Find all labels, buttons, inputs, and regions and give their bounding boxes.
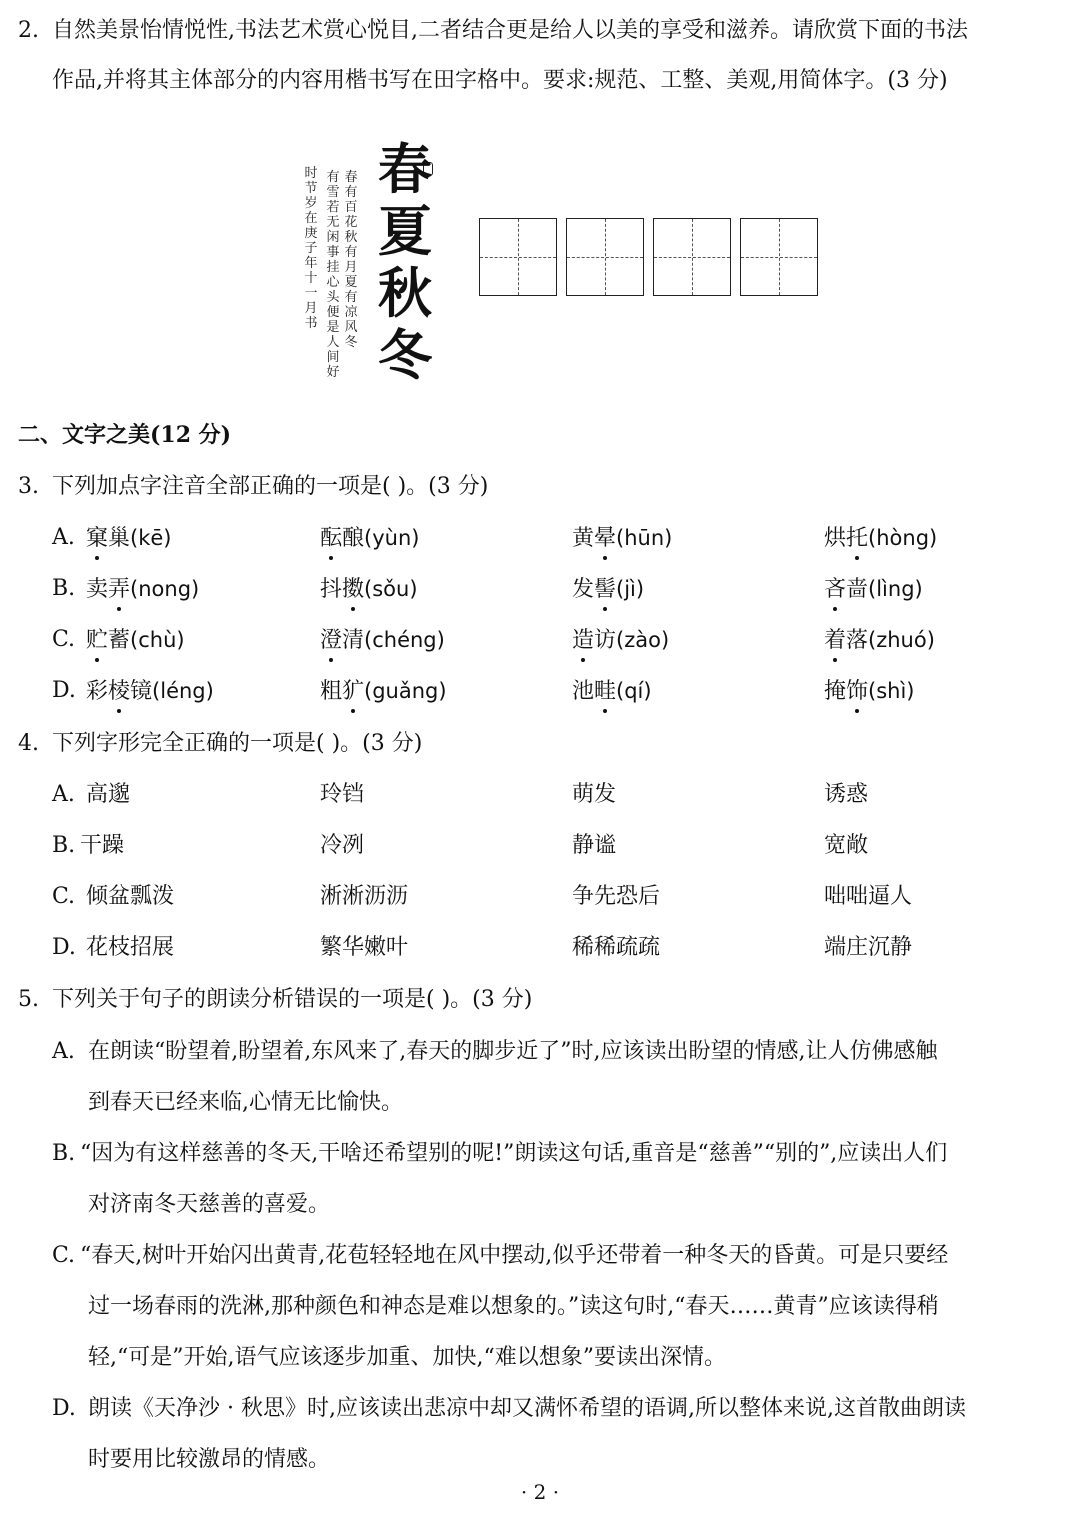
option-label: A. [52,1039,75,1064]
calligraphy-inscription-left: 时节 岁在庚子年十一月 书 [304,166,318,331]
word-item: 宽敞 [824,833,869,858]
pinyin-item: 抖擞(sǒu) [320,574,418,605]
option-label: C. [52,884,76,909]
pinyin-item: 酝酿(yùn) [320,523,419,554]
pinyin-item: 发髻(jì) [572,574,644,605]
calligraphy-char-4: 冬 [378,323,432,387]
pinyin-item: 吝啬(lìng) [824,574,923,605]
option-label: D. [52,935,76,960]
calligraphy-inscription-middle: 有雪若无闲事挂心头便是人间好 [326,170,340,380]
option-label: B. [52,576,76,601]
word-item: 萌发 [572,782,617,807]
pinyin-item: 卖弄(nong) [86,574,199,605]
calligraphy-main-text [370,138,440,386]
section-title: 二、文字之美(12 分) [18,422,232,448]
q3-number: 3. [18,474,39,499]
option-text-line-1: “因为有这样慈善的冬天,干啥还希望别的呢!”朗读这句话,重音是“慈善”“别的”,应读出人们 [80,1141,948,1166]
word-item: 静谧 [572,833,617,858]
option-text-line-2: 对济南冬天慈善的喜爱。 [88,1192,331,1217]
word-item: 咄咄逼人 [824,884,913,909]
option-text-line-1: 朗读《天净沙 · 秋思》时,应该读出悲凉中却又满怀希望的语调,所以整体来说,这首散曲朗读 [88,1396,966,1421]
pinyin-item: 澄清(chéng) [320,625,445,656]
q4-stem: 下列字形完全正确的一项是( )。(3 分) [52,731,423,756]
pinyin-item: 贮蓄(chù) [86,625,185,656]
option-text-line-2: 到春天已经来临,心情无比愉快。 [88,1090,403,1115]
option-text-line-1: 在朗读“盼望着,盼望着,东风来了,春天的脚步近了”时,应该读出盼望的情感,让人仿佛感触 [88,1039,938,1064]
option-label: A. [52,525,75,550]
option-label: B. [52,1141,76,1166]
word-item: 高邈 [86,782,131,807]
option-text-line-2: 时要用比较激昂的情感。 [88,1447,331,1472]
option-text-line-3: 轻,“可是”开始,语气应该逐步加重、加快,“难以想象”要读出深情。 [88,1345,726,1370]
option-text-line-1: “春天,树叶开始闪出黄青,花苞轻轻地在风中摆动,似乎还带着一种冬天的昏黄。可是只要经 [80,1243,949,1268]
calligraphy-inscription-right: 春有百花秋有月夏有凉风冬 [344,170,358,350]
option-label: D. [52,1396,76,1421]
option-label: A. [52,782,75,807]
pinyin-item: 烘托(hòng) [824,523,937,554]
word-item: 玲铛 [320,782,365,807]
word-item: 端庄沉静 [824,935,913,960]
pinyin-item: 池畦(qí) [572,676,652,707]
q5-number: 5. [18,987,39,1012]
option-label: D. [52,678,76,703]
calligraphy-char-3: 秋 [378,261,432,325]
option-text-line-2: 过一场春雨的洗淋,那种颜色和神态是难以想象的。”读这句时,“春天……黄青”应该读得稍 [88,1294,939,1319]
tianzige-cell-2[interactable] [566,218,644,296]
pinyin-item: 粗犷(guǎng) [320,676,447,707]
pinyin-item: 窠巢(kē) [86,523,172,554]
pinyin-item: 着落(zhuó) [824,625,935,656]
word-item: 繁华嫩叶 [320,935,409,960]
calligraphy-char-2: 夏 [378,199,432,263]
pinyin-item: 彩棱镜(léng) [86,676,214,707]
word-item: 冷冽 [320,833,365,858]
word-item: 诱惑 [824,782,869,807]
word-item: 争先恐后 [572,884,661,909]
tianzige-cell-4[interactable] [740,218,818,296]
pinyin-item: 掩饰(shì) [824,676,915,707]
calligraphy-char-1: 春 [378,137,432,201]
q3-stem: 下列加点字注音全部正确的一项是( )。(3 分) [52,474,489,499]
pinyin-item: 造访(zào) [572,625,669,656]
word-item: 花枝招展 [86,935,175,960]
q2-text-line-1: 自然美景怡情悦性,书法艺术赏心悦目,二者结合更是给人以美的享受和滋养。请欣赏下面的书法 [52,18,968,43]
page-number: · 2 · [520,1480,560,1504]
pinyin-item: 黄晕(hūn) [572,523,672,554]
tianzige-cell-1[interactable] [479,218,557,296]
option-label: C. [52,1243,76,1268]
q2-text-line-2: 作品,并将其主体部分的内容用楷书写在田字格中。要求:规范、工整、美观,用简体字。(3 分) [52,68,948,93]
q2-number: 2. [18,18,39,43]
q5-stem: 下列关于句子的朗读分析错误的一项是( )。(3 分) [52,987,533,1012]
word-item: 干躁 [80,833,125,858]
option-label: B. [52,833,76,858]
word-item: 倾盆瓢泼 [86,884,175,909]
word-item: 淅淅沥沥 [320,884,409,909]
tianzige-cell-3[interactable] [653,218,731,296]
word-item: 稀稀疏疏 [572,935,661,960]
q4-number: 4. [18,731,39,756]
option-label: C. [52,627,76,652]
